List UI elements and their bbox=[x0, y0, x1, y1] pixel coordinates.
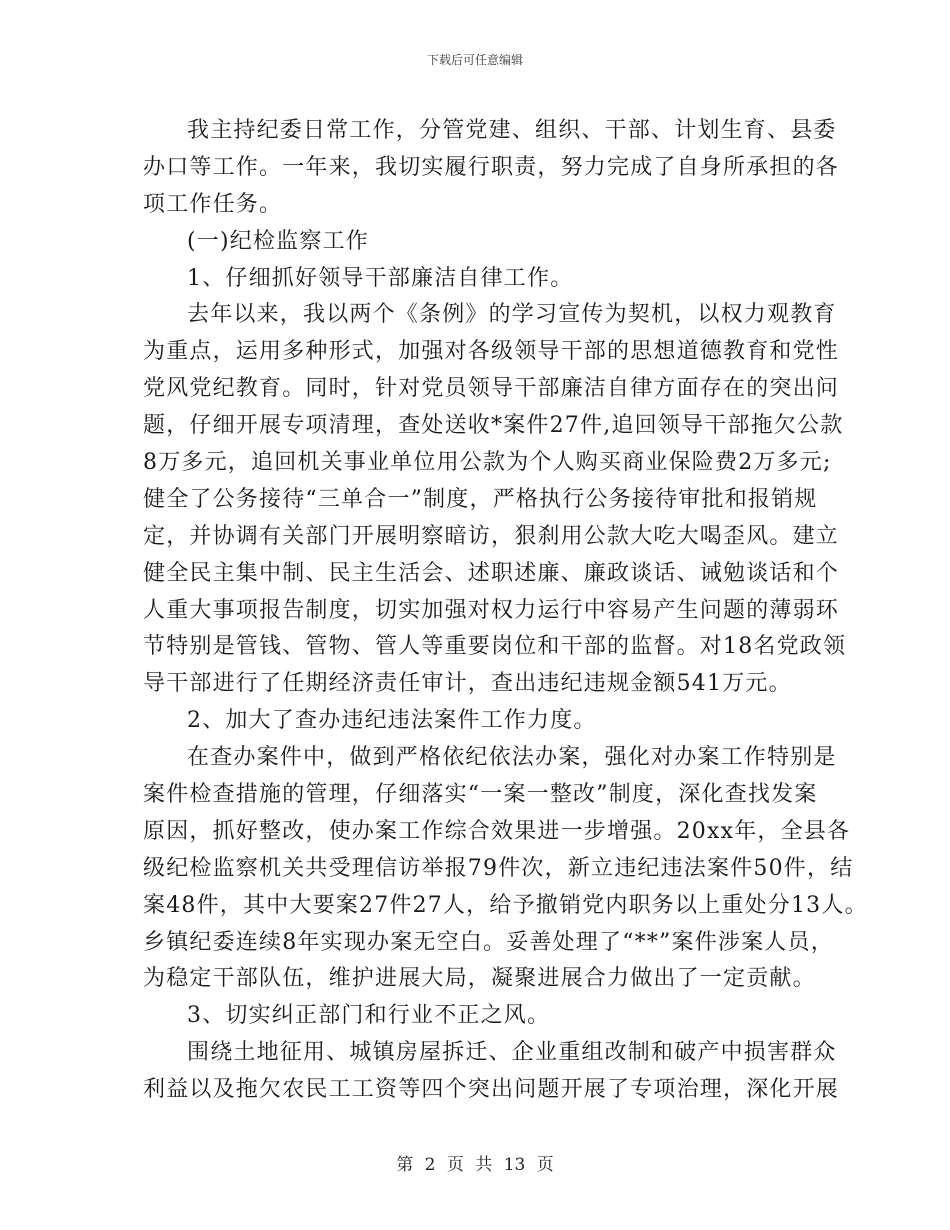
page-footer: 第 2 页 共 13 页 bbox=[396, 1155, 554, 1175]
paragraph-line: 项工作任务。 bbox=[143, 191, 283, 217]
section-heading: (一)纪检监察工作 bbox=[187, 228, 369, 254]
paragraph-line: 8万多元，追回机关事业单位用公款为个人购买商业保险费2万多元; bbox=[143, 450, 832, 476]
paragraph-line: 办口等工作。一年来，我切实履行职责，努力完成了自身所承担的各 bbox=[143, 154, 840, 180]
paragraph-line: 我主持纪委日常工作，分管党建、组织、干部、计划生育、县委 bbox=[187, 118, 837, 143]
paragraph-line: 利益以及拖欠农民工工资等四个突出问题开展了专项治理，深化开展 bbox=[143, 1077, 840, 1103]
paragraph-line: 乡镇纪委连续8年实现办案无空白。妥善处理了“**”案件涉案人员， bbox=[143, 929, 834, 955]
paragraph-line: 围绕土地征用、城镇房屋拆迁、企业重组改制和破产中损害群众 bbox=[187, 1040, 837, 1066]
subsection-heading: 2、加大了查办违纪违法案件工作力度。 bbox=[187, 708, 597, 734]
page-header: 下载后可任意编辑 bbox=[426, 53, 523, 67]
paragraph-line: 定，并协调有关部门开展明察暗访，狠刹用公款大吃大喝歪风。建立 bbox=[143, 523, 840, 549]
paragraph-line: 案件检查措施的管理，仔细落实“一案一整改”制度，深化查找发案 bbox=[143, 782, 818, 808]
paragraph-line: 题，仔细开展专项清理，查处送收*案件27件,追回领导干部拖欠公款 bbox=[143, 413, 844, 439]
paragraph-line: 去年以来，我以两个《条例》的学习宣传为契机，以权力观教育 bbox=[187, 302, 837, 328]
paragraph-line: 为重点，运用多种形式，加强对各级领导干部的思想道德教育和党性 bbox=[143, 339, 840, 365]
paragraph-line: 案48件，其中大要案27件27人，给予撤销党内职务以上重处分13人。 bbox=[143, 892, 868, 918]
paragraph-line: 级纪检监察机关共受理信访举报79件次，新立违纪违法案件50件，结 bbox=[143, 855, 854, 881]
paragraph-line: 原因，抓好整改，使办案工作综合效果进一步增强。20xx年，全县各 bbox=[143, 818, 851, 844]
paragraph-line: 人重大事项报告制度，切实加强对权力运行中容易产生问题的薄弱环 bbox=[143, 597, 840, 623]
paragraph-line: 在查办案件中，做到严格依纪依法办案，强化对办案工作特别是 bbox=[187, 745, 837, 771]
paragraph-line: 为稳定干部队伍，维护进展大局，凝聚进展合力做出了一定贡献。 bbox=[143, 966, 816, 992]
document-body bbox=[143, 113, 868, 1109]
paragraph-line: 党风党纪教育。同时，针对党员领导干部廉洁自律方面存在的突出问 bbox=[143, 376, 840, 402]
paragraph-line: 健全民主集中制、民主生活会、述职述廉、廉政谈话、诫勉谈话和个 bbox=[143, 560, 840, 586]
paragraph-line: 节特别是管钱、管物、管人等重要岗位和干部的监督。对18名党政领 bbox=[143, 634, 847, 660]
subsection-heading: 3、切实纠正部门和行业不正之风。 bbox=[187, 1003, 551, 1029]
paragraph-line: 导干部进行了任期经济责任审计，查出违纪违规金额541万元。 bbox=[143, 671, 792, 697]
paragraph-line: 健全了公务接待“三单合一”制度，严格执行公务接待审批和报销规 bbox=[143, 486, 818, 512]
subsection-heading: 1、仔细抓好领导干部廉洁自律工作。 bbox=[187, 265, 574, 291]
